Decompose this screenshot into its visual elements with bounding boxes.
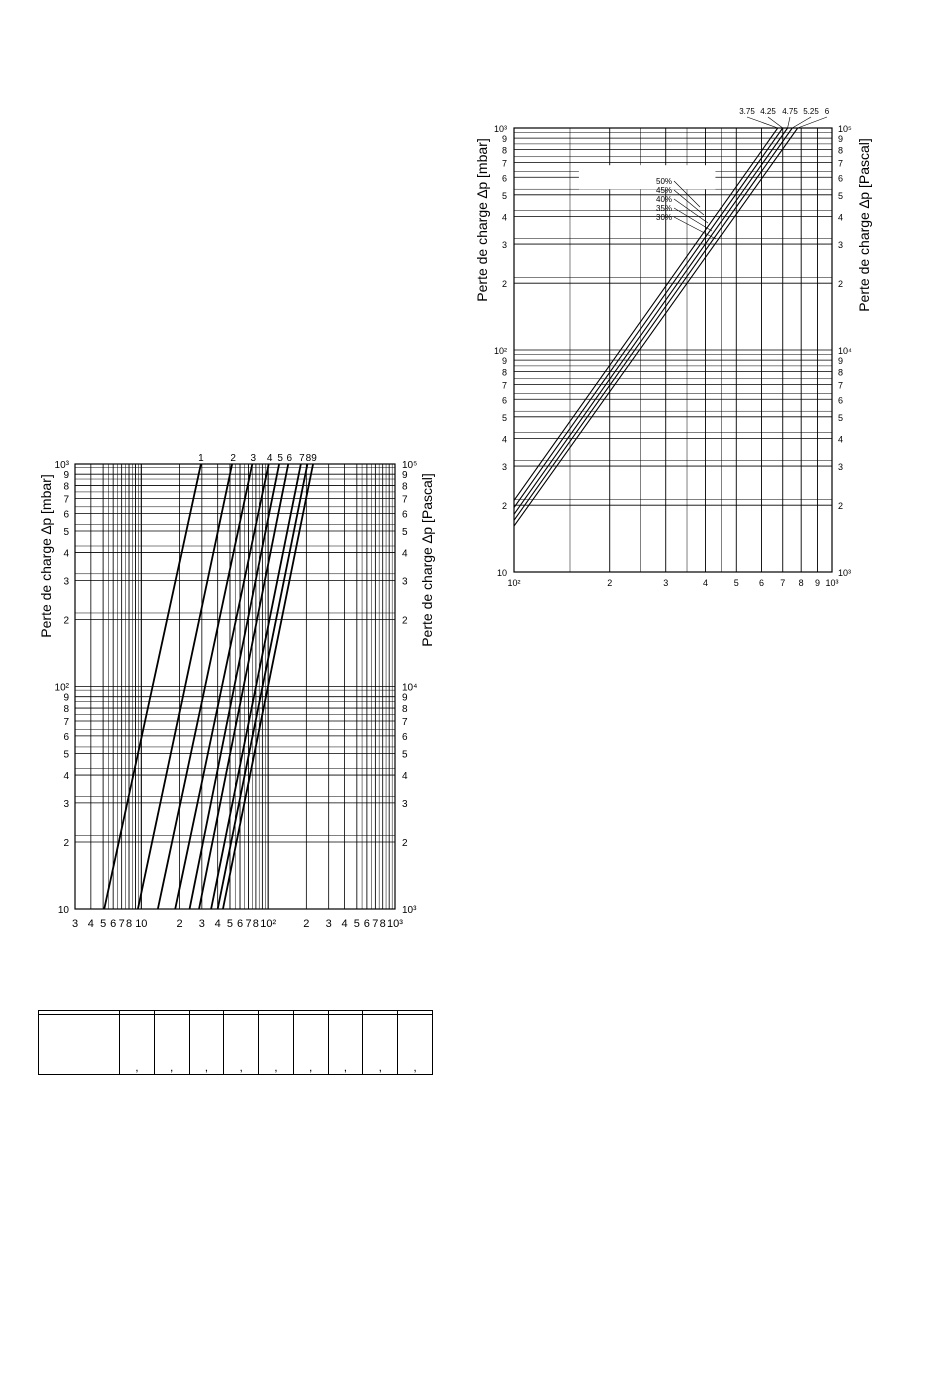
x-tick-label: 3 [71,918,79,930]
leader-line [788,117,790,128]
percent-label: 35% [656,204,673,213]
y-left-tick-label: 4 [63,548,69,560]
y-right-tick-label: 3 [402,576,408,588]
y-right-tick-label: 7 [838,158,844,169]
y-right-tick-label: 2 [402,615,408,627]
percent-label: 50% [656,177,673,186]
x-tick-label: 3 [325,918,332,930]
series-label-2: 2 [230,453,236,464]
y-left-tick-label: 4 [63,771,69,783]
y-left-tick-label: 9 [63,692,69,704]
y-left-tick-label: 4 [501,434,507,445]
y-right-tick-label: 3 [402,798,408,810]
y-left-tick-label: 2 [63,615,69,627]
x-tick-label: 8 [125,918,133,930]
y-right-tick-label: 8 [402,704,408,716]
table-cell: , [154,1015,189,1075]
table-cell: , [328,1015,363,1075]
table-value-row [39,1015,433,1075]
x-tick-label: 2 [176,918,183,930]
y-right-tick-label: 10⁵ [402,460,418,471]
y-left-tick-label: 8 [501,367,507,378]
x-tick-label: 7 [372,918,379,930]
y-left-tick-label: 2 [63,838,69,850]
y-left-tick-label: 9 [501,134,507,145]
leader-line [674,217,716,239]
x-tick-label: 6 [363,918,370,930]
series-label-1: 1 [198,453,204,464]
x-tick-label: 3 [198,918,205,930]
y-left-tick-label: 7 [501,158,507,169]
chart-2-right-axis-label: Perte de charge ∆p [Pascal] [856,138,872,312]
y-left-tick-label: 3 [63,576,69,588]
series-label-7: 7 [299,453,305,464]
chart-1-tick-labels [55,460,418,930]
y-right-tick-label: 4 [838,434,844,445]
y-right-tick-label: 10⁴ [838,346,852,356]
series-label-9: 9 [311,453,317,464]
x-tick-label: 8 [798,578,804,588]
y-right-tick-label: 5 [402,526,408,538]
x-tick-label: 5 [226,918,234,930]
chart-2-left-axis-label: Perte de charge ∆p [mbar] [474,138,490,302]
table-cell: , [398,1015,433,1075]
x-tick-label: 3 [663,578,669,588]
x-tick-label: 10² [507,578,521,588]
x-tick-label: 10³ [387,918,403,930]
y-left-tick-label: 9 [63,470,69,482]
series-label-5.25: 5.25 [803,107,819,116]
x-tick-label: 7 [780,578,786,588]
x-tick-label: 6 [110,918,117,930]
x-tick-label: 10² [260,918,277,930]
leader-line [768,117,783,128]
y-left-tick-label: 7 [63,494,69,506]
y-left-tick-label: 5 [501,190,507,201]
y-left-tick-label: 8 [501,145,507,156]
y-left-tick-label: 10³ [493,124,507,134]
table-cell: , [224,1015,259,1075]
x-tick-label: 10 [135,918,148,930]
x-tick-label: 4 [341,918,348,930]
x-tick-label: 7 [245,918,252,930]
percent-label: 45% [656,186,673,195]
y-left-tick-label: 2 [501,279,507,290]
y-right-tick-label: 4 [402,548,408,560]
y-right-tick-label: 5 [402,749,408,761]
x-tick-label: 2 [607,578,613,588]
chart-1-left-axis-label: Perte de charge ∆p [mbar] [38,474,54,638]
y-left-tick-label: 3 [63,798,69,810]
y-left-tick-label: 6 [63,731,69,743]
table-cell: , [293,1015,328,1075]
annotation-patch [579,165,716,189]
series-label-4.75: 4.75 [782,107,798,116]
y-left-tick-label: 8 [63,481,69,493]
x-tick-label: 6 [236,918,244,930]
leader-line [747,117,778,128]
chart-1 [38,453,435,930]
percent-label: 40% [656,195,673,204]
y-left-tick-label: 3 [501,240,507,251]
y-right-tick-label: 9 [838,356,844,367]
chart-2-grid [514,128,832,572]
chart-1-series [104,453,317,909]
x-tick-label: 6 [758,578,764,588]
y-right-tick-label: 10⁴ [402,682,418,694]
x-tick-label: 4 [702,578,708,588]
x-tick-label: 8 [379,918,386,930]
y-left-tick-label: 5 [63,749,69,761]
y-right-tick-label: 4 [402,771,408,783]
y-right-tick-label: 2 [838,501,844,512]
y-right-tick-label: 10³ [838,568,852,578]
y-left-tick-label: 10 [57,905,69,916]
y-right-tick-label: 8 [402,481,408,493]
y-left-tick-label: 10 [496,568,507,578]
y-right-tick-label: 3 [838,462,844,473]
y-right-tick-label: 3 [838,240,844,251]
table-cell: , [363,1015,398,1075]
y-left-tick-label: 5 [501,412,507,423]
x-tick-label: 5 [100,918,107,930]
y-left-tick-label: 10² [54,682,69,694]
series-label-4: 4 [266,453,273,464]
y-right-tick-label: 9 [838,134,844,145]
series-label-8: 8 [305,453,312,464]
kvs-table [38,1010,433,1075]
table-cell [39,1015,120,1075]
y-left-tick-label: 4 [501,212,507,223]
y-right-tick-label: 8 [838,145,844,156]
x-tick-label: 10³ [825,578,839,588]
chart-2-tick-labels [494,124,852,588]
y-left-tick-label: 10² [493,346,507,356]
y-right-tick-label: 4 [838,212,844,223]
y-right-tick-label: 6 [838,173,844,184]
series-label-5: 5 [277,453,283,464]
series-label-6: 6 [824,107,830,116]
y-right-tick-label: 9 [402,692,408,704]
x-tick-label: 5 [733,578,739,588]
y-right-tick-label: 10³ [402,905,417,916]
table-cell: , [189,1015,224,1075]
x-tick-label: 4 [214,918,221,930]
y-right-tick-label: 6 [838,395,844,406]
series-label-3.75: 3.75 [739,107,755,116]
table-cell: , [259,1015,294,1075]
leader-line [674,208,712,231]
y-left-tick-label: 7 [501,380,507,391]
x-tick-label: 8 [252,918,259,930]
series-label-4.25: 4.25 [760,107,776,116]
y-right-tick-label: 2 [838,279,844,290]
y-left-tick-label: 8 [63,704,69,716]
y-right-tick-label: 7 [838,380,844,391]
x-tick-label: 5 [353,918,360,930]
y-left-tick-label: 10³ [54,460,69,471]
y-left-tick-label: 6 [63,509,69,521]
y-left-tick-label: 7 [63,716,69,728]
x-tick-label: 2 [303,918,310,930]
y-left-tick-label: 6 [501,173,507,184]
series-label-3: 3 [250,453,257,464]
table-cell: , [120,1015,155,1075]
y-left-tick-label: 3 [501,462,507,473]
y-left-tick-label: 5 [63,526,69,538]
y-right-tick-label: 2 [402,838,408,850]
y-right-tick-label: 6 [402,731,408,743]
y-left-tick-label: 9 [501,356,507,367]
y-right-tick-label: 7 [402,494,408,506]
chart-1-right-axis-label: Perte de charge ∆p [Pascal] [419,473,435,647]
percent-label: 30% [656,213,673,222]
chart-2 [474,107,872,588]
y-left-tick-label: 6 [501,395,507,406]
x-tick-label: 9 [814,578,820,588]
y-left-tick-label: 2 [501,501,507,512]
x-tick-label: 4 [87,918,94,930]
y-right-tick-label: 6 [402,509,408,521]
y-right-tick-label: 8 [838,367,844,378]
x-tick-label: 7 [118,918,125,930]
series-label-6: 6 [286,453,293,464]
y-right-tick-label: 7 [402,716,408,728]
y-right-tick-label: 9 [402,470,408,482]
y-right-tick-label: 10⁵ [838,124,852,134]
y-right-tick-label: 5 [838,190,844,201]
y-right-tick-label: 5 [838,412,844,423]
